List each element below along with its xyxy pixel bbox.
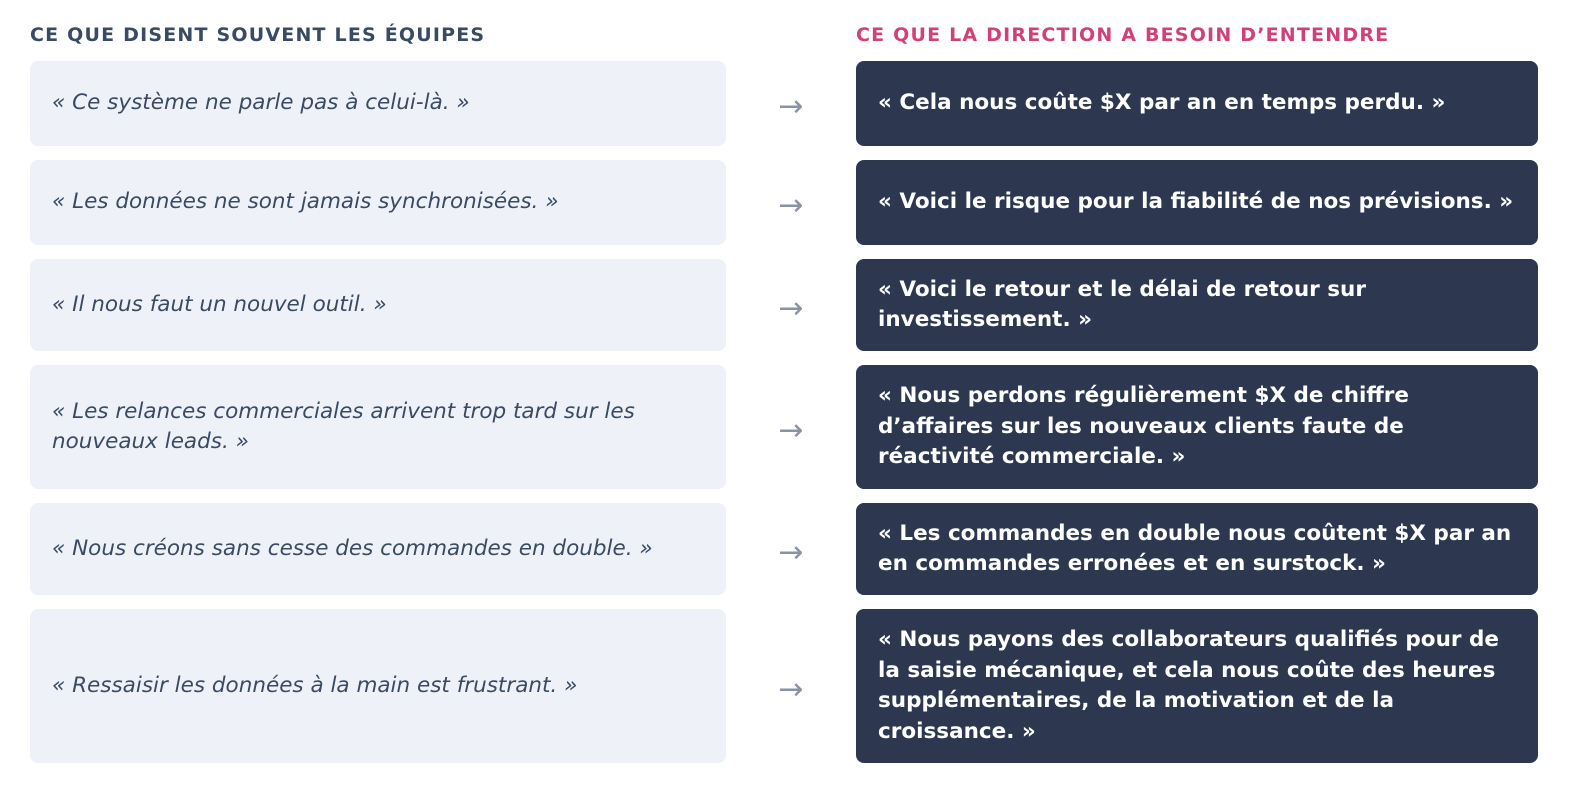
arrow-right-icon: → — [778, 290, 804, 326]
arrow-right-icon: → — [778, 534, 804, 570]
arrow-right-icon: → — [778, 89, 804, 124]
comparison-row — [30, 609, 1538, 763]
leadership-statement: « Voici le risque pour la fiabilité de nos prévisions. » — [856, 160, 1538, 245]
team-statement: « Les données ne sont jamais synchronisées. » — [30, 160, 726, 245]
arrow-right-icon: → — [778, 412, 804, 448]
team-statement: « Ressaisir les données à la main est frustrant. » — [30, 609, 726, 763]
arrow-right-icon: → — [778, 188, 804, 223]
team-statement: « Il nous faut un nouvel outil. » — [30, 259, 726, 351]
leadership-column-header: CE QUE LA DIRECTION A BESOIN D’ENTENDRE — [856, 24, 1390, 46]
comparison-row — [30, 503, 1538, 595]
team-statement: « Nous créons sans cesse des commandes en double. » — [30, 503, 726, 595]
comparison-list — [30, 61, 1538, 763]
leadership-statement: « Cela nous coûte $X par an en temps perdu. » — [856, 61, 1538, 146]
leadership-statement: « Nous payons des collaborateurs qualifiés pour de la saisie mécanique, et cela nous coûte des heures supplémentaires, de la motivation et de la croissance. » — [856, 609, 1538, 763]
arrow-right-icon: → — [778, 671, 804, 707]
team-statement: « Ce système ne parle pas à celui-là. » — [30, 61, 726, 146]
comparison-row — [30, 259, 1538, 351]
leadership-statement: « Nous perdons régulièrement $X de chiffre d’affaires sur les nouveaux clients faute de réactivité commerciale. » — [856, 365, 1538, 489]
comparison-row — [30, 365, 1538, 489]
team-column-header: CE QUE DISENT SOUVENT LES ÉQUIPES — [30, 24, 486, 46]
team-statement: « Les relances commerciales arrivent trop tard sur les nouveaux leads. » — [30, 365, 726, 489]
leadership-statement: « Les commandes en double nous coûtent $X par an en commandes erronées et en surstock. » — [856, 503, 1538, 595]
comparison-row — [30, 61, 1538, 146]
comparison-row — [30, 160, 1538, 245]
leadership-statement: « Voici le retour et le délai de retour sur investissement. » — [856, 259, 1538, 351]
